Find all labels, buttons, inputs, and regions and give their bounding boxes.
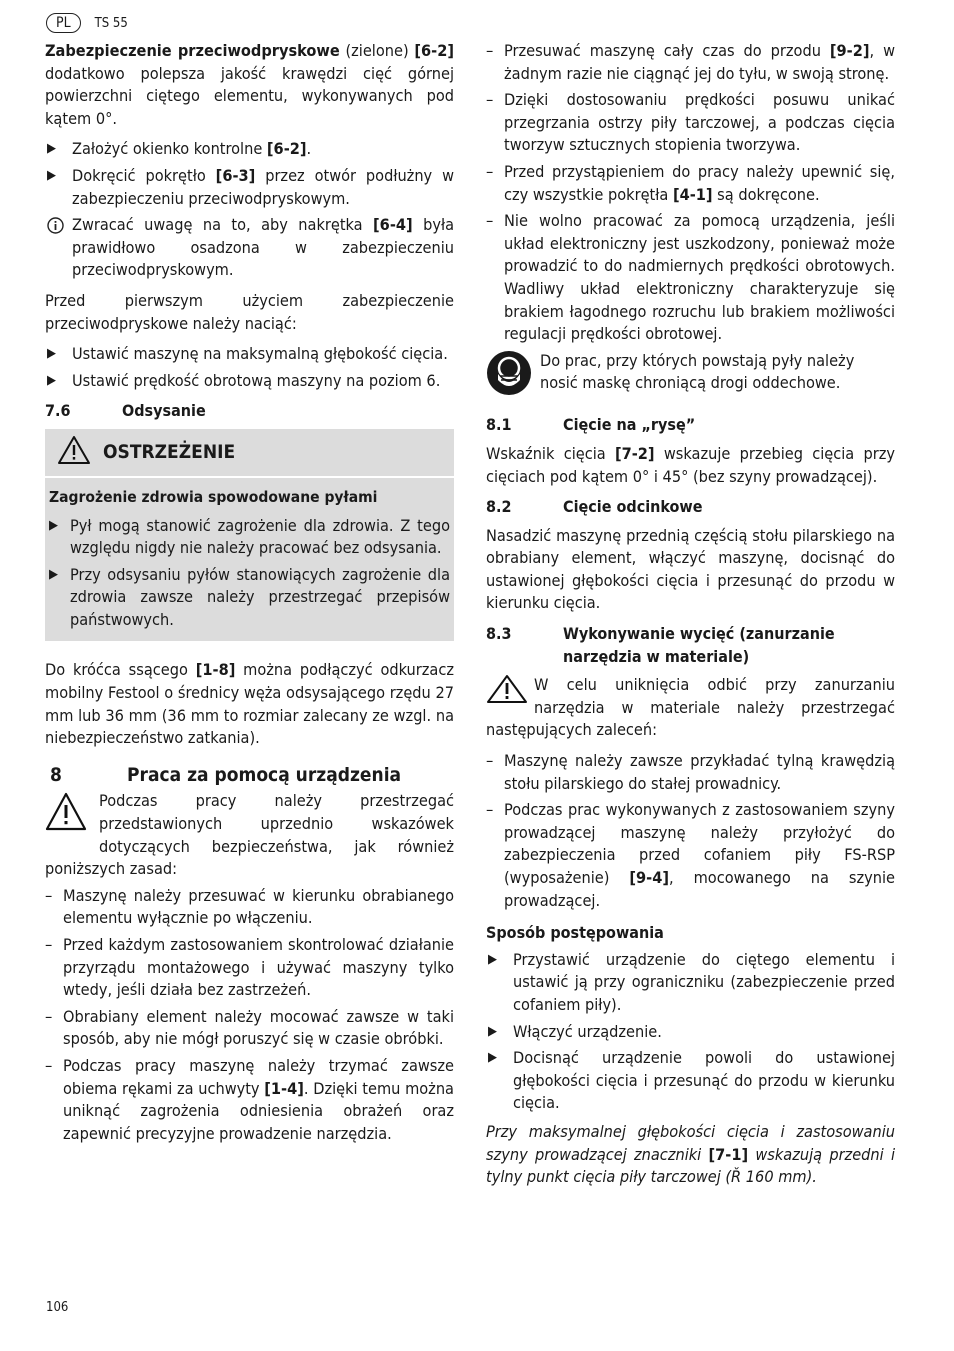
section-heading-8-2: 8.2 Cięcie odcinkowe <box>486 497 703 517</box>
arrow-bullet-icon: ▶ <box>49 566 58 582</box>
arrow-bullet-icon: ▶ <box>47 346 56 362</box>
list-item: – Podczas prac wykonywanych z zastosowaniem szyny prowadzącej maszynę należy przyłożyć do zabezpieczenia przed cofaniem piły FS-RSP (wyposażenie) [9-4], mocowanego na szynie prowadzącej. <box>486 800 895 910</box>
step-item: ▶ Założyć okienko kontrolne [6-2]. <box>45 138 454 161</box>
left-column <box>45 40 454 1149</box>
procedure-title: Sposób postępowania <box>486 923 664 943</box>
arrow-bullet-icon: ▶ <box>488 1023 497 1039</box>
warning-title: OSTRZEŻENIE <box>45 429 454 478</box>
paragraph: Do króćca ssącego [1-8] można podłączyć odkurzacz mobilny Festool o średnicy węża odsysającego rzędu 27 mm lub 36 mm (36 mm to rozmiar zalecany ze wzgl. na niebezpieczeństwo zatkania). <box>45 660 454 748</box>
page-header <box>46 13 128 33</box>
list-item: – Przesuwać maszynę cały czas do przodu [9-2], w żadnym razie nie ciągnąć jej do tyłu, w swoją stronę. <box>486 41 895 83</box>
step-item: ▶ Ustawić maszynę na maksymalną głębokość cięcia. <box>45 343 454 366</box>
section-heading-8: 8 Praca za pomocą urządzenia <box>50 763 402 786</box>
warning-triangle-icon <box>45 435 103 471</box>
paragraph: Nasadzić maszynę przednią częścią stołu pilarskiego na obrabiany element, włączyć maszynę, docisnąć do ustawionej głębokości cięcia i przesunąć do przodu w kierunku cięcia. <box>486 525 895 613</box>
arrow-bullet-icon: ▶ <box>488 951 497 967</box>
italic-note: Przy maksymalnej głębokości cięcia i zastosowaniu szyny prowadzącej znaczniki [7-1] wskazują przedni i tylny punkt cięcia piły tarczowej (Ř 160 mm). <box>486 1121 895 1187</box>
section-heading-7-6: 7.6 Odsysanie <box>45 401 206 421</box>
warning-triangle-icon <box>486 674 528 711</box>
step-item: ▶ Dokręcić pokrętło [6-3] przez otwór podłużny w zabezpieczeniu przeciwodpryskowym. <box>47 165 454 208</box>
respirator-mask-icon <box>486 350 532 403</box>
arrow-bullet-icon: ▶ <box>488 1050 497 1066</box>
arrow-bullet-icon: ▶ <box>47 167 56 183</box>
section-heading-8-1: 8.1 Cięcie na „rysę” <box>486 415 696 435</box>
paragraph: Przed pierwszym użyciem zabezpieczenie przeciwodpryskowe należy naciąć: <box>45 290 454 333</box>
step-item: ▶ Ustawić prędkość obrotową maszyny na poziom 6. <box>45 370 454 393</box>
right-column <box>486 40 895 1197</box>
list-item: – Obrabiany element należy mocować zawsze w taki sposób, aby nie mógł poruszyć się w czasie obróbki. <box>45 1006 454 1049</box>
language-badge: PL <box>46 13 81 33</box>
section-heading-8-3: 8.3 Wykonywanie wycięć (zanurzanie narzędzia w materiale) <box>486 624 835 666</box>
paragraph: Zabezpieczenie przeciwodpryskowe (zielone) [6-2] dodatkowo polepsza jakość krawędzi cięć górnej powierzchni ciętego elementu, wykonywanych pod kątem 0°. <box>45 41 454 128</box>
page-number: 106 <box>46 1300 69 1315</box>
list-item: – Przed każdym zastosowaniem skontrolować działanie przyrządu montażowego i używać maszyny tylko wtedy, jeśli działa bez zastrzeżeń. <box>45 935 454 1000</box>
arrow-bullet-icon: ▶ <box>47 372 56 388</box>
info-note: Zwracać uwagę na to, aby nakrętka [6-4] była prawidłowo osadzona w zabezpieczeniu przeciwodpryskowym. <box>45 214 454 282</box>
step-item: ▶ Docisnąć urządzenie powoli do ustawionej głębokości cięcia i przesunąć do przodu w kierunku cięcia. <box>488 1048 895 1113</box>
model-name: TS 55 <box>94 15 128 31</box>
warning-subtitle: Zagrożenie zdrowia spowodowane pyłami <box>49 487 378 506</box>
warning-box <box>45 429 454 642</box>
list-item: – Dzięki dostosowaniu prędkości posuwu unikać przegrzania ostrzy piły tarczowej, a podczas cięcia tworzyw sztucznych stopienia tworzywa. <box>486 90 895 155</box>
warning-item: ▶ Pył mogą stanowić zagrożenie dla zdrowia. Z tego względu nigdy nie należy pracować bez odsysania. <box>49 515 450 558</box>
mask-note: Do prac, przy których powstają pyły należy nosić maskę chroniącą drogi oddechowe. <box>486 350 895 403</box>
paragraph: Podczas pracy należy przestrzegać przedstawionych uprzednio wskazówek dotyczących bezpieczeństwa, jak również poniższych zasad: <box>45 791 454 879</box>
arrow-bullet-icon: ▶ <box>49 517 58 533</box>
list-item: – Nie wolno pracować za pomocą urządzenia, jeśli układ elektroniczny jest uszkodzony, ponieważ może prowadzić to do nadmiernych prędkości obrotowych. Wadliwy układ elektroniczny charakteryzuje się brakiem łagodnego rozruchu lub brakiem możliwości regulacji prędkości obrotowej. <box>486 211 895 344</box>
paragraph: Wskaźnik cięcia [7-2] wskazuje przebieg cięcia przy cięciach pod kątem 0° i 45° (bez szyny prowadzącej). <box>486 443 895 486</box>
arrow-bullet-icon: ▶ <box>47 141 56 157</box>
warning-triangle-icon <box>45 792 87 839</box>
step-item: ▶ Przystawić urządzenie do ciętego elementu i ustawić ją przy ograniczniku (zabezpieczenie przed cofaniem piły). <box>488 949 895 1014</box>
step-item: ▶ Włączyć urządzenie. <box>486 1021 895 1044</box>
paragraph: W celu uniknięcia odbić przy zanurzaniu narzędzia w materiale należy przestrzegać następujących zaleceń: <box>486 675 895 740</box>
list-item: – Maszynę należy zawsze przykładać tylną krawędzią stołu pilarskiego do stałej prowadnicy. <box>486 751 895 793</box>
list-item: – Maszynę należy przesuwać w kierunku obrabianego elementu wyłącznie po włączeniu. <box>45 885 454 928</box>
warning-item: ▶ Przy odsysaniu pyłów stanowiących zagrożenie dla zdrowia zawsze należy przestrzegać przepisów państwowych. <box>49 564 450 629</box>
list-item: – Podczas pracy maszynę należy trzymać zawsze obiema rękami za uchwyty [1-4]. Dzięki temu można uniknąć zagrożenia odniesienia obrażeń oraz zapewnić precyzyjne prowadzenie narzędzia. <box>45 1055 454 1143</box>
info-icon <box>47 217 64 243</box>
list-item: – Przed przystąpieniem do pracy należy upewnić się, czy wszystkie pokrętła [4-1] są dokręcone. <box>486 161 895 204</box>
